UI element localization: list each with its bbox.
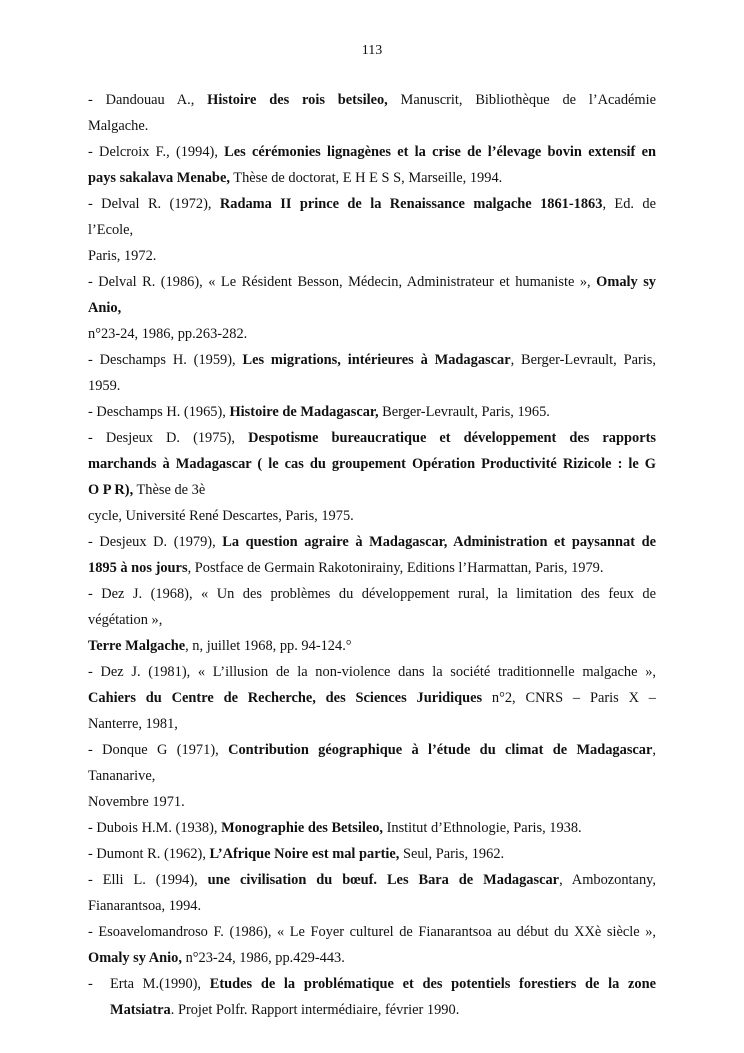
entry-text: - Deschamps H. (1965), <box>88 404 230 420</box>
entry-text: n°23-24, 1986, pp.429-443. <box>181 950 345 966</box>
entry-title-text: Terre Malgache <box>88 638 186 654</box>
entry-text: - Delval R. (1986), « Le Résident Besson, Médecin, Administrateur et humaniste », <box>88 274 597 290</box>
entry-text: Fianarantsoa, 1994. <box>88 898 202 914</box>
entry-title-text: pays sakalava Menabe, <box>88 170 230 186</box>
entry-text: - Donque G (1971), <box>88 742 229 758</box>
entry-text: - Dez J. (1968), « Un des problèmes du développement rural, la limitation des feux de <box>88 586 656 602</box>
entry-text: Institut d’Ethnologie, Paris, 1938. <box>383 820 582 836</box>
bibliography-entry <box>88 919 656 971</box>
entry-title-text: Les migrations, intérieures à Madagascar <box>242 352 511 368</box>
bibliography-entry <box>88 399 656 425</box>
bibliography-entry <box>88 191 656 269</box>
entry-line <box>88 425 656 451</box>
entry-line <box>88 997 656 1023</box>
entry-bullet: - <box>88 976 93 992</box>
entry-line <box>88 451 656 477</box>
entry-line <box>88 373 656 399</box>
entry-title-text: L’Afrique Noire est mal partie, <box>209 846 400 862</box>
entry-line <box>88 399 656 425</box>
entry-line <box>88 321 656 347</box>
entry-text: - Dubois H.M. (1938), <box>88 820 222 836</box>
entry-title-text: Cahiers du Centre de Recherche, des Sciences Juridiques <box>88 690 483 706</box>
entry-line <box>88 503 656 529</box>
page-number: 113 <box>361 43 383 58</box>
entry-title-text: Anio, <box>88 300 122 316</box>
entry-text: cycle, Université René Descartes, Paris, 1975. <box>88 508 354 524</box>
entry-title-text: une civilisation du bœuf. Les Bara de Madagascar <box>207 872 560 888</box>
entry-title-text: Despotisme bureaucratique et développement des rapports <box>248 430 656 446</box>
entry-title-text: marchands à Madagascar ( le cas du groupement Opération Productivité Rizicole : le G <box>88 456 656 472</box>
entry-line <box>88 919 656 945</box>
entry-text: n°23-24, 1986, pp.263-282. <box>88 326 248 342</box>
entry-text: , Berger-Levrault, Paris, <box>510 352 656 368</box>
bibliography-entry <box>88 841 656 867</box>
entry-line <box>88 841 656 867</box>
bibliography-entry <box>88 529 656 581</box>
entry-text: Manuscrit, Bibliothèque de l’Académie <box>387 92 656 108</box>
bibliography-entry <box>88 581 656 659</box>
entry-line <box>88 581 656 607</box>
entry-line <box>88 789 656 815</box>
entry-text: Malgache. <box>88 118 149 134</box>
entry-text: , <box>652 742 656 758</box>
entry-line <box>88 555 656 581</box>
entry-line <box>88 529 656 555</box>
entry-text: l’Ecole, <box>88 222 134 238</box>
entry-title-text: O P R), <box>88 482 134 498</box>
entry-title-text: Omaly sy Anio, <box>88 950 182 966</box>
entry-text: Tananarive, <box>88 768 156 784</box>
entry-line <box>88 711 656 737</box>
entry-text: n°2, CNRS – Paris X – <box>482 690 656 706</box>
entry-text: Thèse de doctorat, E H E S S, Marseille, 1994. <box>229 170 503 186</box>
entry-line <box>88 87 656 113</box>
entry-text: - Dez J. (1981), « L’illusion de la non-violence dans la société traditionnelle malgache », <box>88 664 656 680</box>
entry-title-text: Radama II prince de la Renaissance malgache 1861-1863 <box>219 196 603 212</box>
entry-title-text: Monographie des Betsileo, <box>221 820 383 836</box>
entry-text: - Deschamps H. (1959), <box>88 352 243 368</box>
entry-line <box>88 893 656 919</box>
entry-line <box>88 737 656 763</box>
entry-text: - Dandouau A., <box>88 92 208 108</box>
entry-text: Nanterre, 1981, <box>88 716 178 732</box>
entry-line <box>88 269 656 295</box>
entry-text: végétation », <box>88 612 163 628</box>
bibliography-entry <box>88 87 656 139</box>
bibliography-entry <box>88 737 656 815</box>
entry-line <box>88 243 656 269</box>
entry-line <box>88 633 656 659</box>
bibliography-entry <box>88 425 656 529</box>
entry-line <box>88 867 656 893</box>
entry-text: 1959. <box>88 378 121 394</box>
entry-text: - Delval R. (1972), <box>88 196 220 212</box>
entry-line <box>88 815 656 841</box>
entry-title-text: Histoire de Madagascar, <box>229 404 379 420</box>
entry-text: , Ed. de <box>602 196 656 212</box>
entry-text: Novembre 1971. <box>88 794 185 810</box>
entry-text: - Delcroix F., (1994), <box>88 144 225 160</box>
entry-text: - Dumont R. (1962), <box>88 846 210 862</box>
entry-text: Berger-Levrault, Paris, 1965. <box>378 404 550 420</box>
entry-text: , n, juillet 1968, pp. 94-124.° <box>185 638 352 654</box>
entry-line <box>88 347 656 373</box>
entry-title-text: Etudes de la problématique et des potentiels forestiers de la zone <box>209 976 656 992</box>
entry-text: - Desjeux D. (1975), <box>88 430 249 446</box>
bibliography-entry <box>88 347 656 399</box>
entry-line <box>88 607 656 633</box>
entry-line <box>88 971 656 997</box>
entry-line <box>88 477 656 503</box>
bibliography-entry <box>88 659 656 737</box>
entry-line <box>88 165 656 191</box>
bibliography-entry <box>88 867 656 919</box>
entry-title-text: Histoire des rois betsileo, <box>207 92 388 108</box>
entry-line <box>88 191 656 217</box>
entry-title-text: La question agraire à Madagascar, Administration et paysannat de <box>222 534 656 550</box>
entry-line <box>88 295 656 321</box>
entry-text: Erta M.(1990), <box>110 976 210 992</box>
entry-text: , Ambozontany, <box>559 872 656 888</box>
entry-line <box>88 945 656 971</box>
entry-text: , Postface de Germain Rakotonirainy, Editions l’Harmattan, Paris, 1979. <box>187 560 604 576</box>
entry-line <box>88 217 656 243</box>
entry-title-text: Les cérémonies lignagènes et la crise de l’élevage bovin extensif en <box>224 144 656 160</box>
bibliography-entry <box>88 815 656 841</box>
entry-title-text: Contribution géographique à l’étude du climat de Madagascar <box>228 742 653 758</box>
entry-text: Thèse de 3è <box>133 482 206 498</box>
bibliography-entry <box>88 139 656 191</box>
entry-line <box>88 139 656 165</box>
entry-text: - Esoavelomandroso F. (1986), « Le Foyer culturel de Fianarantsoa au début du XXè siècle », <box>88 924 656 940</box>
entry-line <box>88 685 656 711</box>
bibliography-entry <box>88 971 656 1023</box>
entry-title-text: Matsiatra <box>110 1002 171 1018</box>
bibliography-list <box>88 87 656 1023</box>
entry-text: - Desjeux D. (1979), <box>88 534 223 550</box>
entry-text: . Projet Polfr. Rapport intermédiaire, février 1990. <box>170 1002 460 1018</box>
entry-title-text: Omaly sy <box>596 274 656 290</box>
bibliography-entry <box>88 269 656 347</box>
entry-text: Paris, 1972. <box>88 248 157 264</box>
entry-line <box>88 659 656 685</box>
entry-line <box>88 113 656 139</box>
entry-text: - Elli L. (1994), <box>88 872 208 888</box>
entry-line <box>88 763 656 789</box>
entry-text: Seul, Paris, 1962. <box>399 846 505 862</box>
entry-title-text: 1895 à nos jours <box>88 560 188 576</box>
